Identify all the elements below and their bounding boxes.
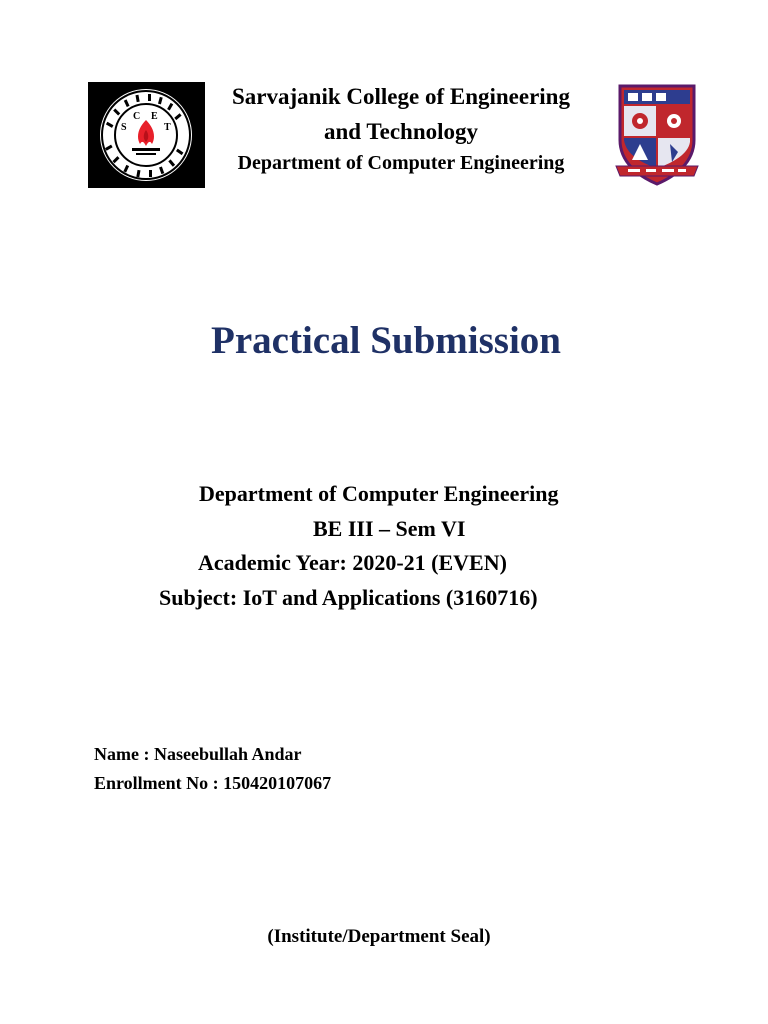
header-department: Department of Computer Engineering — [237, 152, 565, 174]
university-crest-logo — [614, 80, 700, 188]
student-enrollment: Enrollment No : 150420107067 — [94, 773, 332, 793]
details-department: Department of Computer Engineering — [199, 481, 559, 506]
svg-text:S: S — [121, 122, 127, 133]
details-semester: BE III – Sem VI — [313, 516, 466, 541]
svg-text:T: T — [164, 122, 171, 133]
college-name-line1: Sarvajanik College of Engineering — [232, 84, 570, 109]
svg-text:E: E — [151, 111, 158, 122]
details-academic-year: Academic Year: 2020-21 (EVEN) — [198, 550, 507, 575]
svg-text:C: C — [133, 111, 141, 122]
student-name: Name : Naseebullah Andar — [94, 744, 302, 764]
college-name-line2: and Technology — [323, 119, 479, 144]
page-title: Practical Submission — [211, 319, 561, 362]
details-subject: Subject: IoT and Applications (3160716) — [159, 585, 538, 610]
university-crest-icon — [614, 80, 700, 188]
seal-placeholder: (Institute/Department Seal) — [267, 926, 491, 947]
